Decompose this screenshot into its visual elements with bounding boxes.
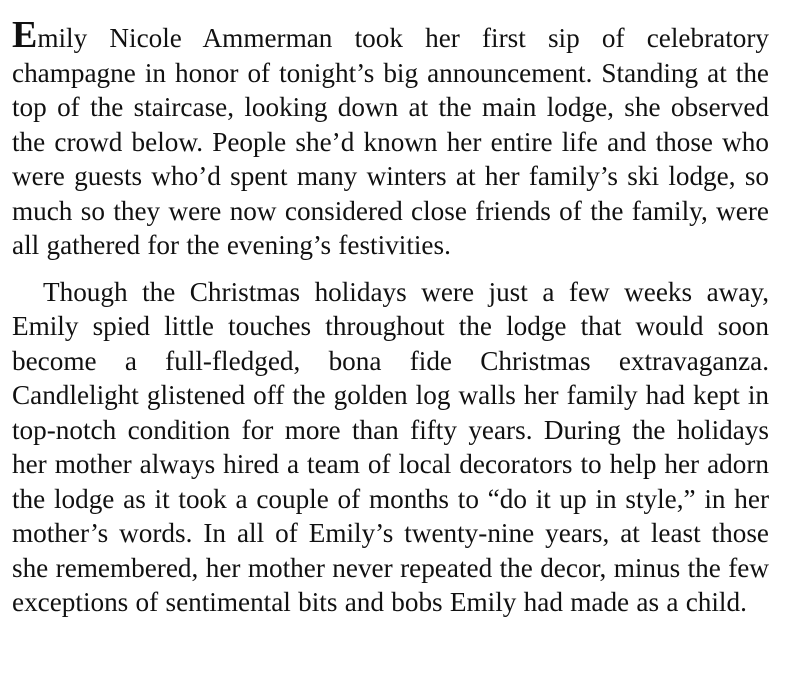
paragraph-1-text: mily Nicole Ammerman took her first sip of celebratory champagne in honor of tonight’s big announcement. Standing at the top of the staircase, looking down at the main lodge, she observed the crowd below. People she’d known her entire life and those who were guests who’d spent many winters at her family’s ski lodge, so much so they were now considered close friends of the family, were all gathered for the evening’s festivities. <box>12 23 769 260</box>
drop-cap: E <box>12 14 38 56</box>
paragraph-1 <box>12 16 769 263</box>
book-page <box>12 16 769 620</box>
paragraph-2: Though the Christmas holidays were just a few weeks away, Emily spied little touches throughout the lodge that would soon become a full-fledged, bona fide Christmas extravaganza. Candlelight glistened off the golden log walls her family had kept in top-notch condition for more than fifty years. During the holidays her mother always hired a team of local decorators to help her adorn the lodge as it took a couple of months to “do it up in style,” in her mother’s words. In all of Emily’s twenty-nine years, at least those she remembered, her mother never repeated the decor, minus the few exceptions of sentimental bits and bobs Emily had made as a child. <box>12 276 769 617</box>
